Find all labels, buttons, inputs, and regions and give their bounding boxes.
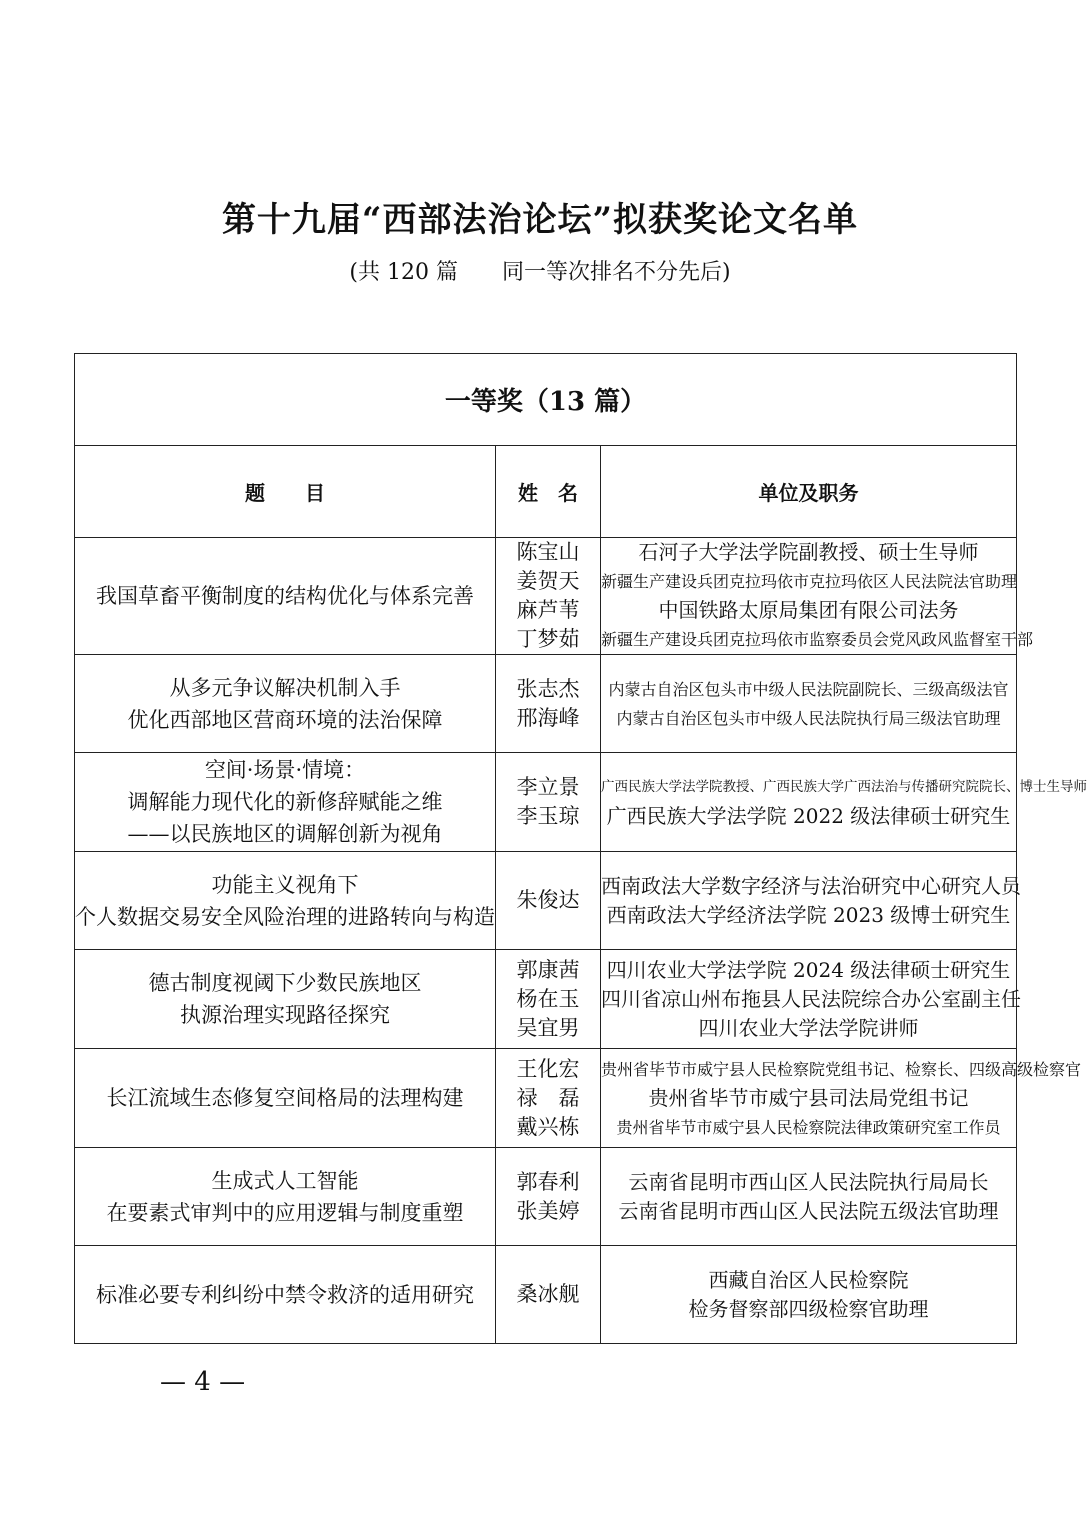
author-unit: 中国铁路太原局集团有限公司法务: [658, 598, 959, 622]
paper-title: [75, 1049, 496, 1148]
author-units: [601, 950, 1021, 1049]
author-name: 朱俊达: [516, 888, 580, 912]
table-row: [75, 538, 1017, 655]
author-name: 麻芦苇: [516, 598, 580, 622]
page-number: — 4 —: [160, 1367, 246, 1397]
table-row: [75, 1049, 1017, 1148]
author-unit: 广西民族大学法学院 2022 级法律硕士研究生: [606, 804, 1011, 828]
author-names: [496, 753, 601, 852]
paper-title-line: 空间·场景·情境：: [204, 758, 366, 782]
paper-title: [75, 655, 496, 753]
header-unit: 单位及职务: [601, 446, 1017, 538]
award-list-table: [74, 353, 1087, 1344]
paper-title-line: 标准必要专利纠纷中禁令救济的适用研究: [96, 1282, 474, 1307]
author-name: 郭春利: [516, 1169, 580, 1194]
paper-title: [75, 950, 496, 1049]
author-unit: 检务督察部四级检察官助理: [688, 1296, 929, 1321]
author-unit: 西南政法大学数字经济与法治研究中心研究人员: [601, 873, 1021, 898]
table-row: [75, 753, 1017, 852]
section-row: [75, 354, 1017, 446]
author-unit: 广西民族大学法学院教授、广西民族大学广西法治与传播研究院院长、博士生导师: [601, 779, 1087, 795]
table-row: [75, 852, 1017, 950]
paper-title-line: 功能主义视角下: [211, 872, 359, 897]
paper-title-line: 个人数据交易安全风险治理的进路转向与构造: [75, 904, 495, 929]
author-units: [601, 1246, 1017, 1344]
author-unit: 内蒙古自治区包头市中级人民法院副院长、三级高级法官: [608, 679, 1009, 699]
author-unit: 云南省昆明市西山区人民法院五级法官助理: [618, 1198, 999, 1223]
paper-title: [75, 538, 496, 655]
author-units: [601, 753, 1087, 852]
author-unit: 四川农业大学法学院 2024 级法律硕士研究生: [606, 957, 1011, 982]
author-name: 李立景: [516, 775, 580, 799]
author-names: [496, 1246, 601, 1344]
author-unit: 新疆生产建设兵团克拉玛依市监察委员会党风政风监督室干部: [601, 630, 1034, 649]
author-units: [601, 1148, 1017, 1246]
paper-title: [75, 753, 496, 852]
paper-title-line: 从多元争议解决机制入手: [169, 675, 401, 700]
author-name: 郭康茜: [516, 957, 580, 982]
author-name: 王化宏: [516, 1056, 580, 1081]
author-names: [496, 852, 601, 950]
author-name: 丁梦茹: [516, 627, 580, 651]
author-unit: 贵州省毕节市威宁县人民检察院法律政策研究室工作员: [616, 1117, 1001, 1137]
table-row: [75, 1148, 1017, 1246]
author-units: [601, 655, 1017, 753]
author-unit: 西藏自治区人民检察院: [708, 1267, 909, 1292]
table-row: [75, 1246, 1017, 1344]
author-name: 禄 磊: [516, 1085, 580, 1110]
paper-title-line: 在要素式审判中的应用逻辑与制度重塑: [106, 1200, 464, 1225]
paper-title: [75, 1246, 496, 1344]
document-subtitle: (共 120 篇 同一等次排名不分先后): [349, 260, 731, 285]
author-name: 戴兴栋: [516, 1114, 580, 1139]
author-name: 桑冰舰: [516, 1282, 580, 1306]
author-names: [496, 538, 601, 655]
paper-title-line: 长江流域生态修复空间格局的法理构建: [106, 1086, 464, 1110]
paper-title-line: 我国草畜平衡制度的结构优化与体系完善: [96, 584, 474, 608]
author-name: 张志杰: [516, 676, 580, 701]
table-row: [75, 950, 1017, 1049]
author-units: [601, 852, 1021, 950]
section-title: 一等奖（13 篇）: [75, 354, 1017, 446]
paper-title-line: 执源治理实现路径探究: [180, 1003, 390, 1027]
author-name: 杨在玉: [516, 986, 580, 1011]
paper-title-line: ——以民族地区的调解创新为视角: [127, 822, 443, 846]
author-unit: 云南省昆明市西山区人民法院执行局局长: [628, 1169, 989, 1194]
author-unit: 四川省凉山州布拖县人民法院综合办公室副主任: [601, 986, 1021, 1011]
paper-title-line: 调解能力现代化的新修辞赋能之维: [127, 790, 443, 814]
paper-title-line: 德古制度视阈下少数民族地区: [148, 971, 422, 995]
author-names: [496, 655, 601, 753]
paper-title-line: 生成式人工智能: [211, 1168, 359, 1193]
author-name: 吴宜男: [516, 1015, 580, 1040]
author-names: [496, 1148, 601, 1246]
author-name: 邢海峰: [516, 705, 580, 730]
author-unit: 贵州省毕节市威宁县人民检察院党组书记、检察长、四级高级检察官: [601, 1059, 1082, 1079]
document-title: 第十九届“西部法治论坛”拟获奖论文名单: [221, 200, 859, 240]
author-names: [496, 950, 601, 1049]
author-unit: 石河子大学法学院副教授、硕士生导师: [638, 540, 979, 564]
author-unit: 内蒙古自治区包头市中级人民法院执行局三级法官助理: [616, 708, 1001, 728]
author-name: 姜贺天: [516, 569, 580, 593]
paper-title: [75, 1148, 496, 1246]
author-unit: 四川农业大学法学院讲师: [698, 1015, 919, 1040]
author-name: 陈宝山: [516, 540, 580, 564]
author-name: 李玉琼: [516, 804, 580, 828]
paper-title: [75, 852, 496, 950]
author-unit: 贵州省毕节市威宁县司法局党组书记: [648, 1085, 969, 1110]
author-name: 张美婷: [516, 1198, 580, 1223]
author-names: [496, 1049, 601, 1148]
author-units: [601, 1049, 1082, 1148]
header-row: [75, 446, 1017, 538]
author-unit: 西南政法大学经济法学院 2023 级博士研究生: [606, 902, 1011, 927]
header-name: 姓 名: [496, 446, 601, 538]
author-unit: 新疆生产建设兵团克拉玛依市克拉玛依区人民法院法官助理: [601, 572, 1018, 591]
header-title: 题 目: [75, 446, 496, 538]
table-row: [75, 655, 1017, 753]
author-units: [601, 538, 1034, 655]
paper-title-line: 优化西部地区营商环境的法治保障: [127, 707, 443, 732]
